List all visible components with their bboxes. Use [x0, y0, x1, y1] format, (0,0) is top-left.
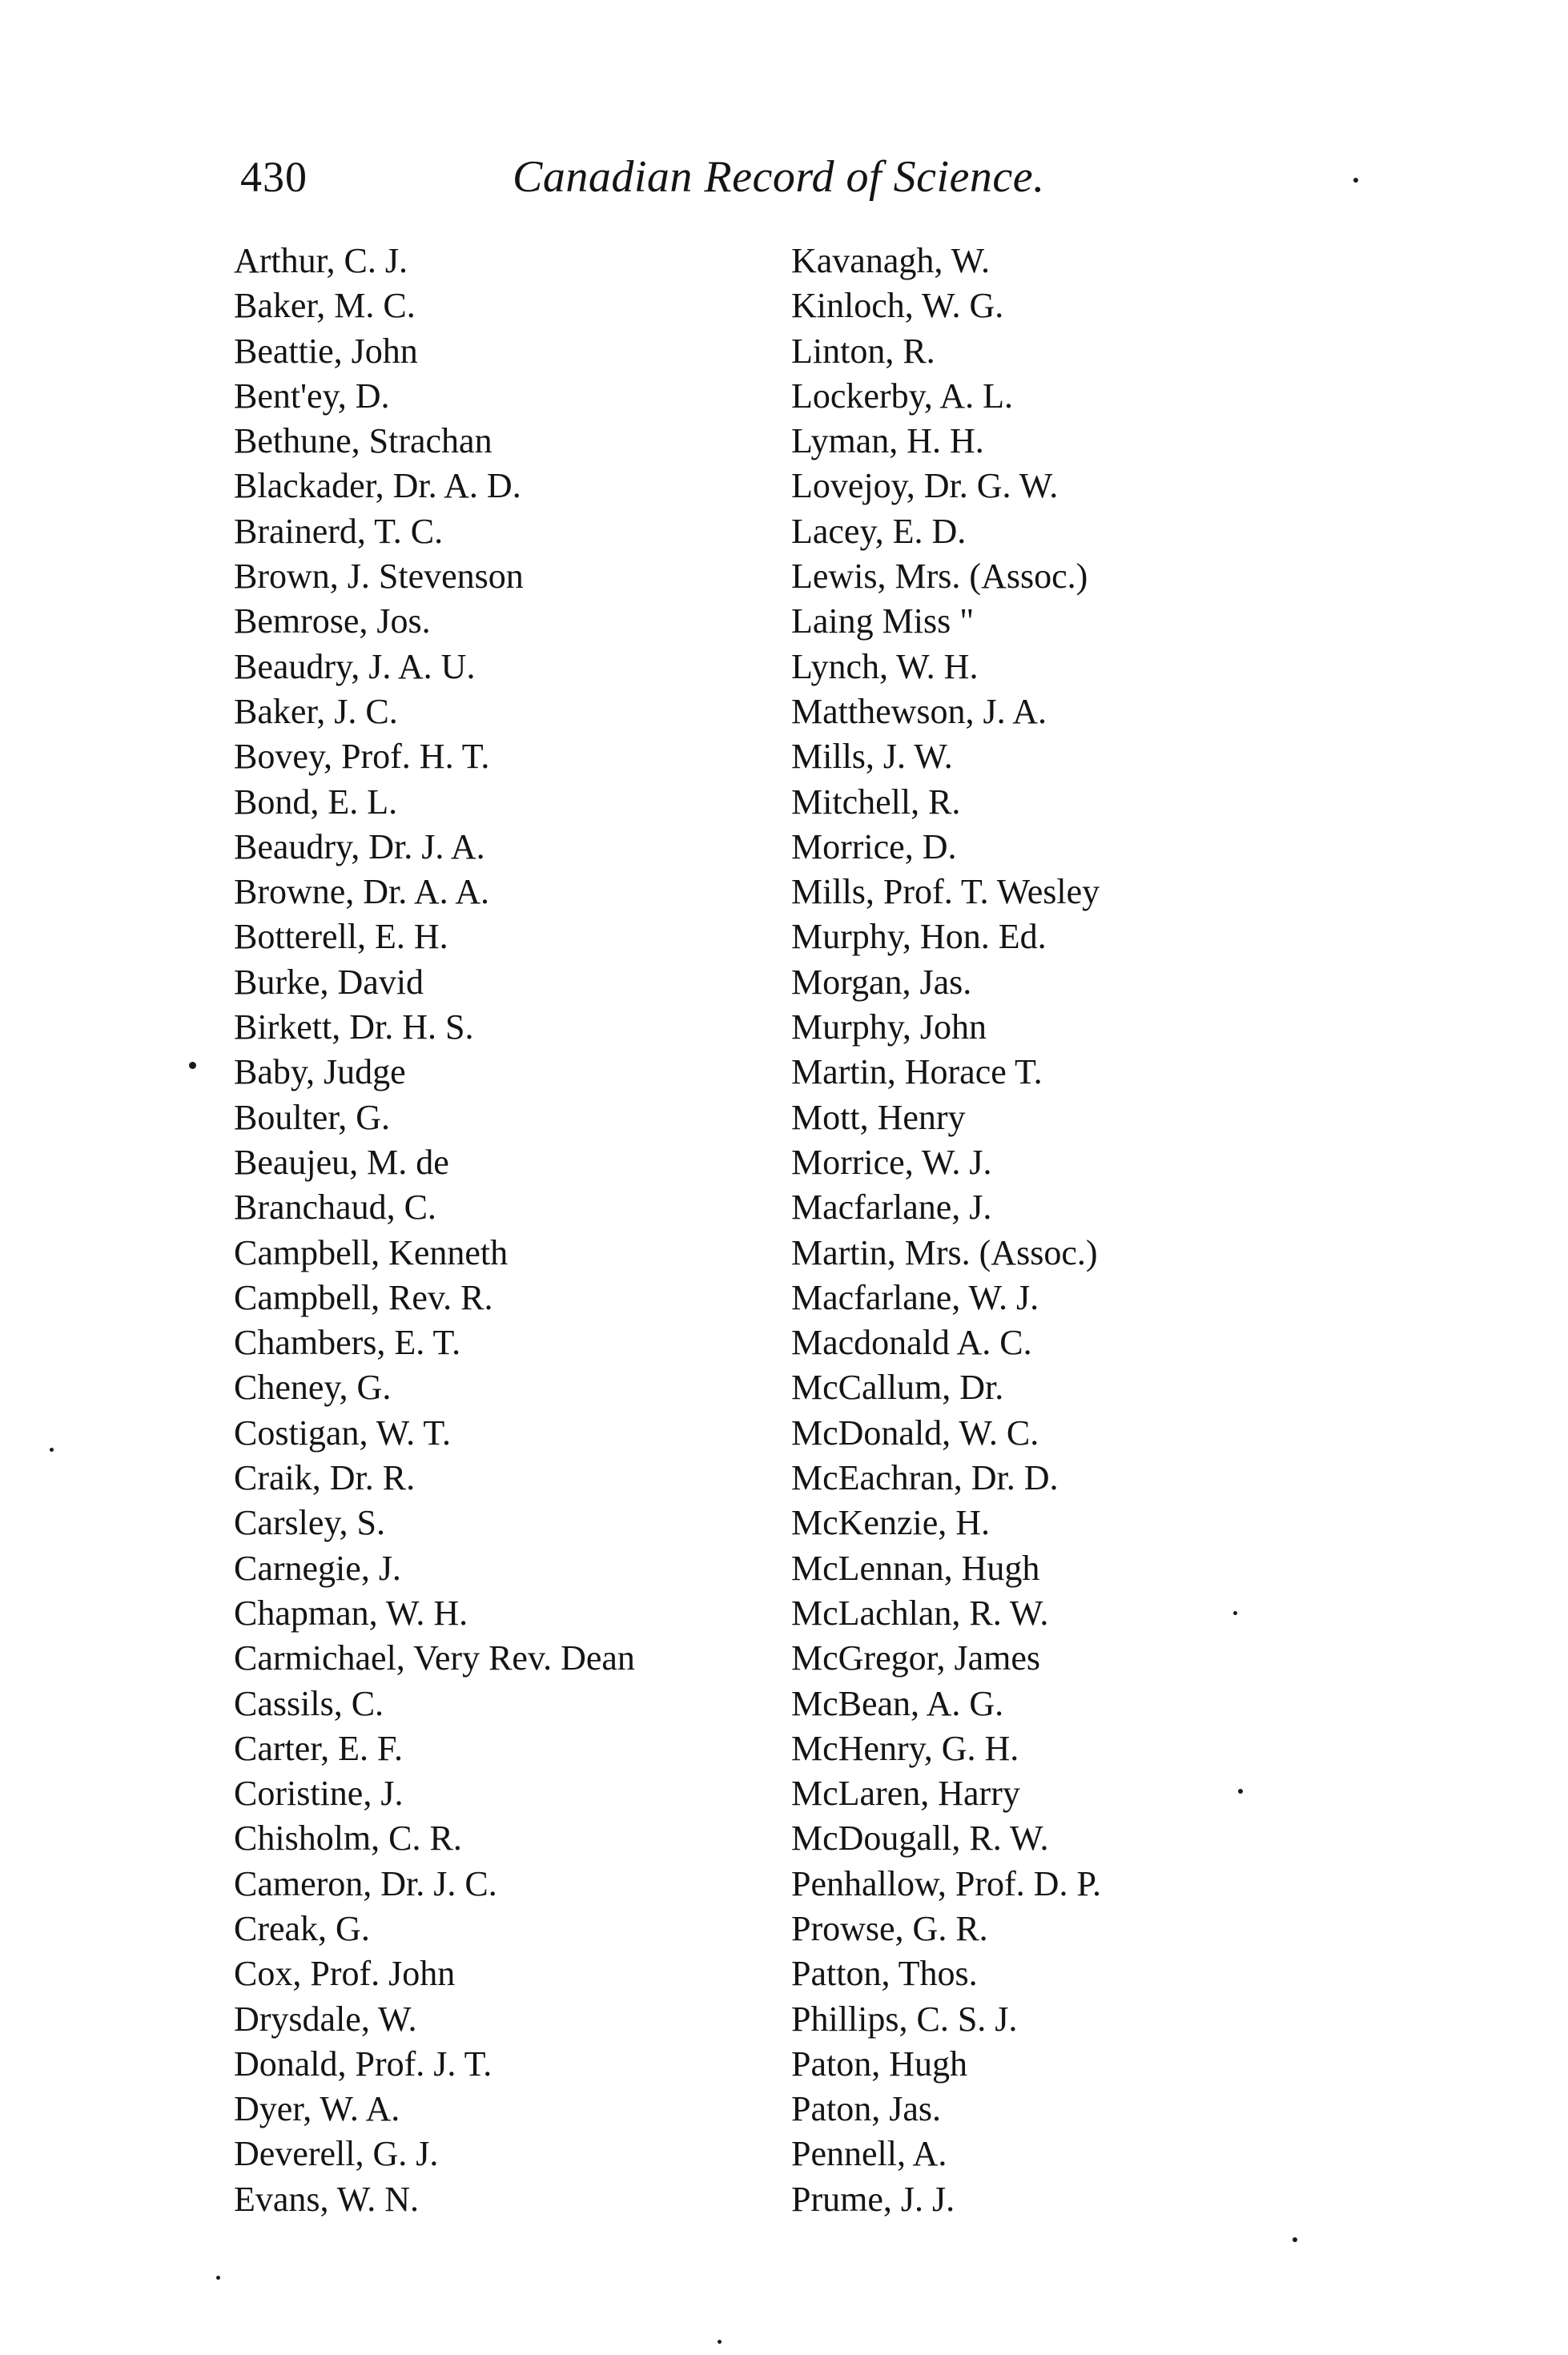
page-number: 430 [240, 153, 308, 201]
name-entry: Brown, J. Stevenson [234, 557, 524, 597]
name-entry: Carsley, S. [234, 1503, 386, 1543]
name-entry: Cameron, Dr. J. C. [234, 1863, 497, 1903]
name-entry: Chambers, E. T. [234, 1323, 461, 1363]
name-entry: Martin, Horace T. [791, 1052, 1043, 1092]
name-entry: McEachran, Dr. D. [791, 1458, 1059, 1498]
name-entry: Botterell, E. H. [234, 917, 448, 957]
print-speck [1353, 178, 1358, 183]
name-entry: Blackader, Dr. A. D. [234, 466, 521, 506]
name-entry: Mills, J. W. [791, 737, 953, 777]
name-entry: McLachlan, R. W. [791, 1593, 1049, 1633]
name-entry: Cox, Prof. John [234, 1954, 456, 1994]
print-speck [1233, 1611, 1237, 1615]
name-entry: Pennell, A. [791, 2134, 947, 2174]
name-entry: Lovejoy, Dr. G. W. [791, 466, 1059, 506]
name-entry: Burke, David [234, 962, 424, 1002]
name-entry: McGregor, James [791, 1638, 1041, 1678]
name-entry: Penhallow, Prof. D. P. [791, 1863, 1102, 1903]
name-entry: Lockerby, A. L. [791, 376, 1013, 416]
name-entry: Bemrose, Jos. [234, 601, 431, 641]
print-speck [1238, 1789, 1243, 1794]
name-entry: Baker, J. C. [234, 691, 398, 731]
name-entry: Macdonald A. C. [791, 1323, 1032, 1363]
name-entry: Lewis, Mrs. (Assoc.) [791, 557, 1088, 597]
print-speck [189, 1062, 196, 1069]
name-entry: Campbell, Rev. R. [234, 1277, 493, 1317]
name-entry: Patton, Thos. [791, 1954, 978, 1994]
name-entry: Beattie, John [234, 331, 418, 371]
name-entry: McDonald, W. C. [791, 1413, 1039, 1453]
name-entry: Branchaud, C. [234, 1188, 436, 1228]
name-entry: Chisholm, C. R. [234, 1818, 462, 1859]
name-entry: Mott, Henry [791, 1097, 966, 1137]
name-entry: Birkett, Dr. H. S. [234, 1007, 474, 1047]
name-entry: McBean, A. G. [791, 1683, 1004, 1723]
page-title: Canadian Record of Science. [513, 152, 1045, 202]
name-entry: Costigan, W. T. [234, 1413, 451, 1453]
name-entry: Bethune, Strachan [234, 421, 493, 461]
name-entry: McHenry, G. H. [791, 1728, 1019, 1768]
page-header [240, 149, 1393, 205]
name-entry: Cheney, G. [234, 1368, 392, 1408]
name-entry: Creak, G. [234, 1908, 370, 1948]
name-entry: Bond, E. L. [234, 782, 398, 822]
name-entry: Boulter, G. [234, 1097, 390, 1137]
name-entry: Beaudry, Dr. J. A. [234, 826, 485, 866]
name-entry: Lyman, H. H. [791, 421, 984, 461]
name-entry: Brainerd, T. C. [234, 511, 444, 551]
name-entry: Morrice, D. [791, 826, 957, 866]
name-entry: Mitchell, R. [791, 782, 961, 822]
name-entry: Kinloch, W. G. [791, 286, 1004, 326]
name-entry: McKenzie, H. [791, 1503, 991, 1543]
name-entry: Evans, W. N. [234, 2179, 419, 2219]
left-name-column [234, 239, 794, 2222]
name-entry: Craik, Dr. R. [234, 1458, 416, 1498]
name-entry: Murphy, John [791, 1007, 987, 1047]
name-entry: Beaujeu, M. de [234, 1142, 449, 1182]
name-entry: Bent'ey, D. [234, 376, 390, 416]
name-entry: McLaren, Harry [791, 1774, 1020, 1814]
name-entry: Prowse, G. R. [791, 1908, 988, 1948]
print-speck [1293, 2237, 1297, 2242]
name-entry: Dyer, W. A. [234, 2089, 400, 2129]
name-entry: Murphy, Hon. Ed. [791, 917, 1047, 957]
name-entry: Macfarlane, W. J. [791, 1277, 1039, 1317]
name-entry: Donald, Prof. J. T. [234, 2044, 493, 2084]
name-entry: Morgan, Jas. [791, 962, 972, 1002]
name-entry: Matthewson, J. A. [791, 691, 1047, 731]
name-entry: Browne, Dr. A. A. [234, 872, 489, 912]
name-entry: Macfarlane, J. [791, 1188, 992, 1228]
name-entry: Cassils, C. [234, 1683, 384, 1723]
name-entry: Beaudry, J. A. U. [234, 646, 476, 686]
name-entry: McDougall, R. W. [791, 1818, 1049, 1859]
name-entry: McLennan, Hugh [791, 1548, 1040, 1588]
name-entry: Paton, Jas. [791, 2089, 941, 2129]
print-speck [216, 2276, 220, 2280]
name-entry: Drysdale, W. [234, 1999, 417, 2039]
name-entry: McCallum, Dr. [791, 1368, 1004, 1408]
name-entry: Chapman, W. H. [234, 1593, 468, 1633]
name-entry: Bovey, Prof. H. T. [234, 737, 490, 777]
name-entry: Deverell, G. J. [234, 2134, 439, 2174]
name-entry: Laing Miss " [791, 601, 975, 641]
name-entry: Arthur, C. J. [234, 241, 408, 280]
name-entry: Mills, Prof. T. Wesley [791, 872, 1100, 912]
name-entry: Martin, Mrs. (Assoc.) [791, 1232, 1098, 1272]
name-entry: Baker, M. C. [234, 286, 416, 326]
name-entry: Campbell, Kenneth [234, 1232, 509, 1272]
name-entry: Carter, E. F. [234, 1728, 403, 1768]
print-speck [718, 2340, 722, 2344]
right-name-column [791, 239, 1304, 2222]
name-entry: Prume, J. J. [791, 2179, 955, 2219]
name-entry: Carnegie, J. [234, 1548, 401, 1588]
name-entry: Baby, Judge [234, 1052, 406, 1092]
name-entry: Linton, R. [791, 331, 935, 371]
print-speck [50, 1448, 54, 1452]
name-entry: Lacey, E. D. [791, 511, 967, 551]
name-entry: Coristine, J. [234, 1774, 404, 1814]
name-entry: Paton, Hugh [791, 2044, 967, 2084]
name-entry: Morrice, W. J. [791, 1142, 992, 1182]
name-entry: Lynch, W. H. [791, 646, 979, 686]
name-entry: Kavanagh, W. [791, 241, 991, 280]
name-entry: Phillips, C. S. J. [791, 1999, 1018, 2039]
name-entry: Carmichael, Very Rev. Dean [234, 1638, 635, 1678]
